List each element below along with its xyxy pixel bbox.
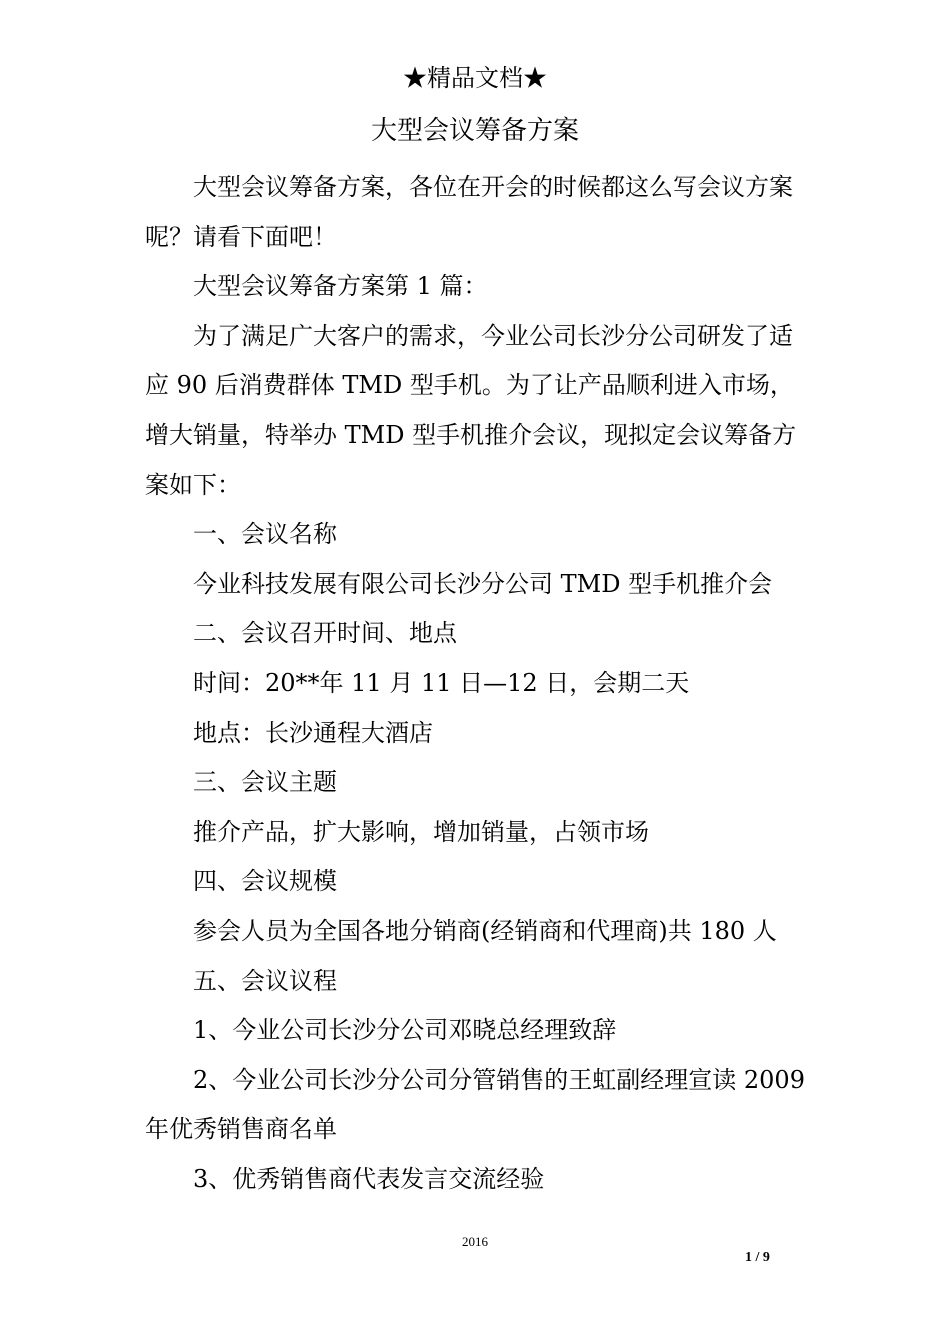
document-title: 大型会议筹备方案: [370, 116, 579, 146]
page-number: 1 / 9: [745, 1250, 770, 1265]
page-header: ★精品文档★: [403, 64, 547, 92]
paragraph-section-heading: 大型会议筹备方案第 1 篇：: [193, 272, 488, 301]
paragraph-meeting-name: 今业科技发展有限公司长沙分公司 TMD 型手机推介会: [193, 569, 773, 598]
agenda-item-1: 1、今业公司长沙分公司邓晓总经理致辞: [193, 1016, 617, 1045]
paragraph-scale: 参会人员为全国各地分销商(经销商和代理商)共 180 人: [193, 916, 777, 945]
agenda-item-3: 3、优秀销售商代表发言交流经验: [193, 1164, 545, 1193]
heading-meeting-name: 一、会议名称: [193, 520, 337, 549]
heading-time-place: 二、会议召开时间、地点: [193, 619, 457, 648]
document-body: [145, 163, 810, 1204]
footer-year: 2016: [462, 1234, 488, 1249]
paragraph-intro: 大型会议筹备方案，各位在开会的时候都这么写会议方案呢？请看下面吧！: [145, 173, 793, 251]
paragraph-place: 地点：长沙通程大酒店: [193, 718, 433, 747]
heading-theme: 三、会议主题: [193, 768, 337, 797]
paragraph-time: 时间：20**年 11 月 11 日—12 日，会期二天: [193, 668, 690, 697]
heading-agenda: 五、会议议程: [193, 966, 337, 995]
paragraph-background: 为了满足广大客户的需求，今业公司长沙分公司研发了适应 90 后消费群体 TMD 型手机。为了让产品顺利进入市场，增大销量，特举办 TMD 型手机推介会议，现拟定会议筹备方案如下：: [145, 321, 797, 499]
agenda-item-2: 2、今业公司长沙分公司分管销售的王虹副经理宣读 2009 年优秀销售商名单: [145, 1065, 805, 1144]
paragraph-theme: 推介产品，扩大影响，增加销量，占领市场: [193, 817, 649, 846]
heading-scale: 四、会议规模: [193, 867, 337, 896]
